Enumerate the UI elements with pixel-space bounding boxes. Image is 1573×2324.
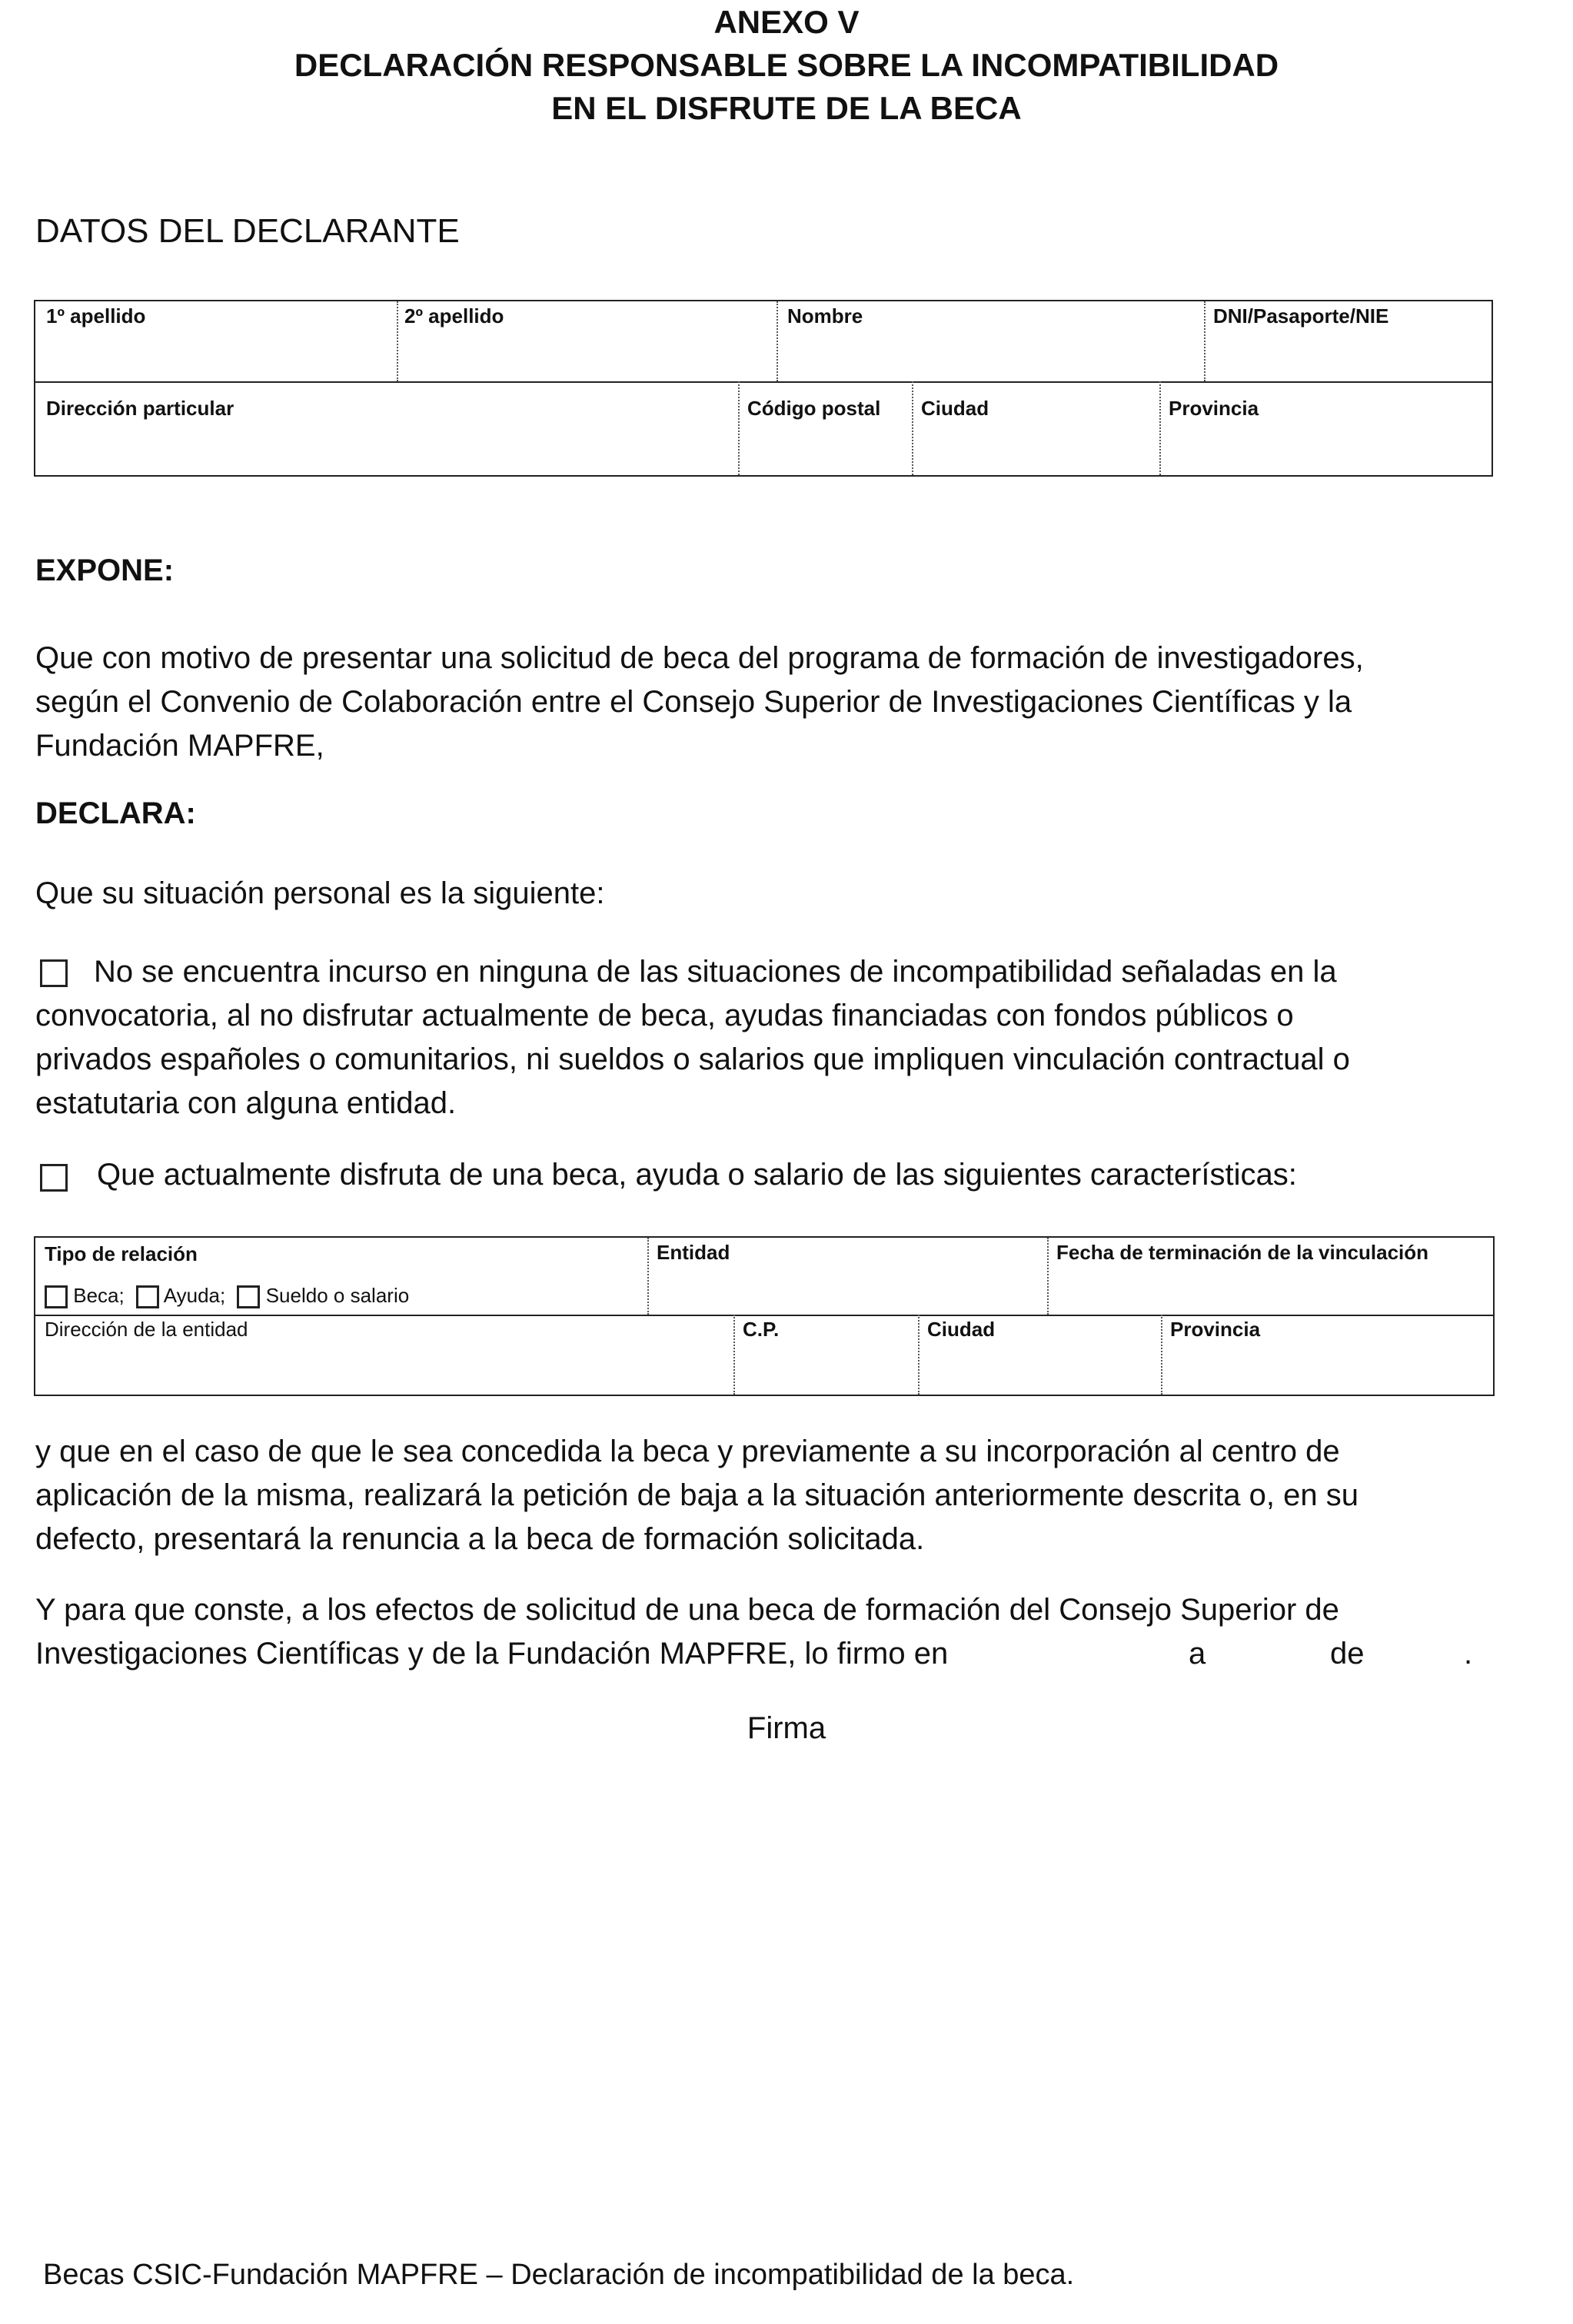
codigo-postal-label: Código postal [747,397,881,420]
beca-label: Beca; [73,1284,125,1307]
direccion-label: Dirección particular [46,397,234,420]
expone-title: EXPONE: [35,554,175,587]
dni-label: DNI/Pasaporte/NIE [1213,304,1389,327]
declara-intro: Que su situación personal es la siguiente: [35,876,605,910]
fecha-terminacion-label: Fecha de terminación de la vinculación [1056,1241,1429,1264]
footer-text: Becas CSIC-Fundación MAPFRE – Declaración de incompatibilidad de la beca. [43,2259,1075,2291]
final-paragraph: Y para que conste, a los efectos de solicitud de una beca de formación del Consejo Superior de Investigaciones Científicas y de la Fundación MAPFRE, lo firmo en a de . [35,1588,1565,1676]
date-a: a [1189,1637,1206,1671]
provincia-entidad-label: Provincia [1170,1318,1261,1341]
declarant-section-title: DATOS DEL DECLARANTE [35,212,460,250]
ayuda-label: Ayuda; [163,1284,226,1307]
entidad-label: Entidad [657,1241,730,1264]
ciudad-label: Ciudad [921,397,989,420]
annex-title: ANEXO V [713,4,860,40]
beca-checkbox[interactable] [45,1285,68,1308]
tipo-relacion-label: Tipo de relación [45,1242,198,1265]
direccion-entidad-label: Dirección de la entidad [45,1318,248,1341]
apellido1-label: 1º apellido [46,304,146,327]
apellido2-label: 2º apellido [404,304,504,327]
relation-type-options [45,1284,409,1308]
sueldo-checkbox[interactable] [237,1285,260,1308]
document-subtitle: EN EL DISFRUTE DE LA BECA [551,90,1022,126]
closing-paragraph: y que en el caso de que le sea concedida la beca y previamente a su incorporación al centro de aplicación de la misma, realizará la petición de baja a la situación anteriormente descrita o, en su defecto, presentará la renuncia a la beca de formación solicitada. [35,1435,1358,1556]
nombre-label: Nombre [787,304,863,327]
sueldo-label: Sueldo o salario [265,1284,410,1307]
relation-table [34,1236,1495,1396]
declarant-table [34,300,1493,477]
declara-title: DECLARA: [35,796,196,830]
option2-checkbox[interactable] [40,1164,68,1192]
date-de: de [1330,1637,1365,1671]
expone-text: Que con motivo de presentar una solicitud de beca del programa de formación de investigadores, según el Convenio de Colaboración entre el Consejo Superior de Investigaciones Científicas y la Fundación MAPFRE, [35,641,1364,763]
ciudad-entidad-label: Ciudad [927,1318,996,1341]
option1-text: No se encuentra incurso en ninguna de las situaciones de incompatibilidad señaladas en la convocatoria, al no disfrutar actualmente de beca, ayudas financiadas con fondos públicos o privados españoles o comunitarios, ni sueldos o salarios que impliquen vinculación contractual o estatutaria con alguna entidad. [35,955,1350,1120]
option2-text: Que actualmente disfruta de una beca, ayuda o salario de las siguientes características: [97,1158,1297,1192]
document-title: DECLARACIÓN RESPONSABLE SOBRE LA INCOMPATIBILIDAD [294,47,1279,83]
signature-label: Firma [747,1711,826,1745]
cp-label: C.P. [743,1318,780,1341]
provincia-label: Provincia [1169,397,1259,420]
ayuda-checkbox[interactable] [136,1285,159,1308]
date-dot: . [1464,1637,1473,1671]
